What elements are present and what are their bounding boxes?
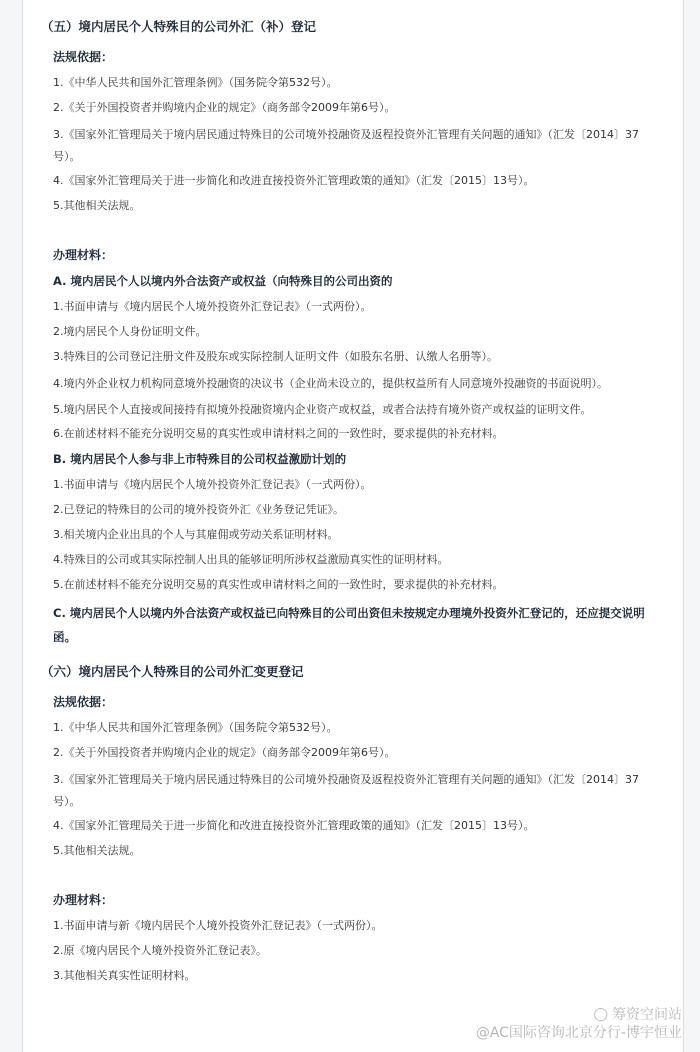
watermark-line2: @AC国际咨询北京分行-博宇恒业 [475, 1025, 682, 1041]
section5-A-item: 6.在前述材料不能充分说明交易的真实性或申请材料之间的一致性时，要求提供的补充材料。 [53, 427, 504, 440]
document-page [22, 0, 684, 1052]
watermark-line1: 筹资空间站 [612, 1007, 682, 1023]
section6-basis-item: 1.《中华人民共和国外汇管理条例》（国务院令第532号）。 [53, 721, 338, 734]
section5-B-item: 3.相关境内企业出具的个人与其雇佣或劳动关系证明材料。 [53, 528, 339, 541]
section5-A-item: 1.书面申请与《境内居民个人境外投资外汇登记表》（一式两份）。 [53, 300, 372, 313]
section5-basis-label: 法规依据： [53, 50, 114, 64]
section6-basis-item: 2.《关于外国投资者并购境内企业的规定》（商务部令2009年第6号）。 [53, 746, 396, 759]
section6-materials-label: 办理材料： [53, 893, 114, 907]
section5-title: （五）境内居民个人特殊目的公司外汇（补）登记 [41, 19, 317, 34]
weibo-icon: ◯ [593, 1007, 608, 1022]
section6-material-item: 3.其他相关真实性证明材料。 [53, 969, 196, 982]
section5-basis-item: 4.《国家外汇管理局关于进一步简化和改进直接投资外汇管理政策的通知》（汇发〔2015〕13号）。 [53, 174, 535, 187]
section6-basis-item: 3.《国家外汇管理局关于境内居民通过特殊目的公司境外投融资及返程投资外汇管理有关问题的通知》（汇发〔2014〕37号）。 [53, 773, 639, 808]
section5-A-item: 4.境内外企业权力机构同意境外投融资的决议书（企业尚未设立的，提供权益所有人同意境外投融资的书面说明）。 [53, 377, 608, 390]
section5-A-title: A. 境内居民个人以境内外合法资产或权益（向特殊目的公司出资的 [53, 274, 393, 288]
section6-basis-label: 法规依据： [53, 695, 114, 709]
section6-title: （六）境内居民个人特殊目的公司外汇变更登记 [41, 664, 304, 679]
section5-A-item: 5.境内居民个人直接或间接持有拟境外投融资境内企业资产或权益，或者合法持有境外资产或权益的证明文件。 [53, 403, 592, 416]
section6-basis-item: 5.其他相关法规。 [53, 844, 141, 857]
section6-basis-item: 4.《国家外汇管理局关于进一步简化和改进直接投资外汇管理政策的通知》（汇发〔2015〕13号）。 [53, 819, 535, 832]
section5-materials-label: 办理材料： [53, 248, 114, 262]
section5-B-item: 5.在前述材料不能充分说明交易的真实性或申请材料之间的一致性时，要求提供的补充材料。 [53, 578, 504, 591]
section5-basis-item: 1.《中华人民共和国外汇管理条例》（国务院令第532号）。 [53, 76, 338, 89]
section5-basis-item: 2.《关于外国投资者并购境内企业的规定》（商务部令2009年第6号）。 [53, 101, 396, 114]
section5-B-item: 1.书面申请与《境内居民个人境外投资外汇登记表》（一式两份）。 [53, 478, 372, 491]
section5-basis-item: 3.《国家外汇管理局关于境内居民通过特殊目的公司境外投融资及返程投资外汇管理有关问题的通知》（汇发〔2014〕37号）。 [53, 128, 639, 163]
section6-material-item: 1.书面申请与新《境内居民个人境外投资外汇登记表》（一式两份）。 [53, 919, 383, 932]
watermark [476, 1006, 682, 1042]
section5-A-item: 3.特殊目的公司登记注册文件及股东或实际控制人证明文件（如股东名册、认缴人名册等）。 [53, 350, 498, 363]
section5-basis-item: 5.其他相关法规。 [53, 199, 141, 212]
section5-B-title: B. 境内居民个人参与非上市特殊目的公司权益激励计划的 [53, 452, 347, 466]
section5-C-title: C. 境内居民个人以境内外合法资产或权益已向特殊目的公司出资但未按规定办理境外投资外汇登记的，还应提交说明函。 [53, 606, 645, 644]
section5-B-item: 2.已登记的特殊目的公司的境外投资外汇《业务登记凭证》。 [53, 503, 344, 516]
section5-A-item: 2.境内居民个人身份证明文件。 [53, 325, 207, 338]
section5-B-item: 4.特殊目的公司或其实际控制人出具的能够证明所涉权益激励真实性的证明材料。 [53, 553, 449, 566]
section6-material-item: 2.原《境内居民个人境外投资外汇登记表》。 [53, 944, 267, 957]
